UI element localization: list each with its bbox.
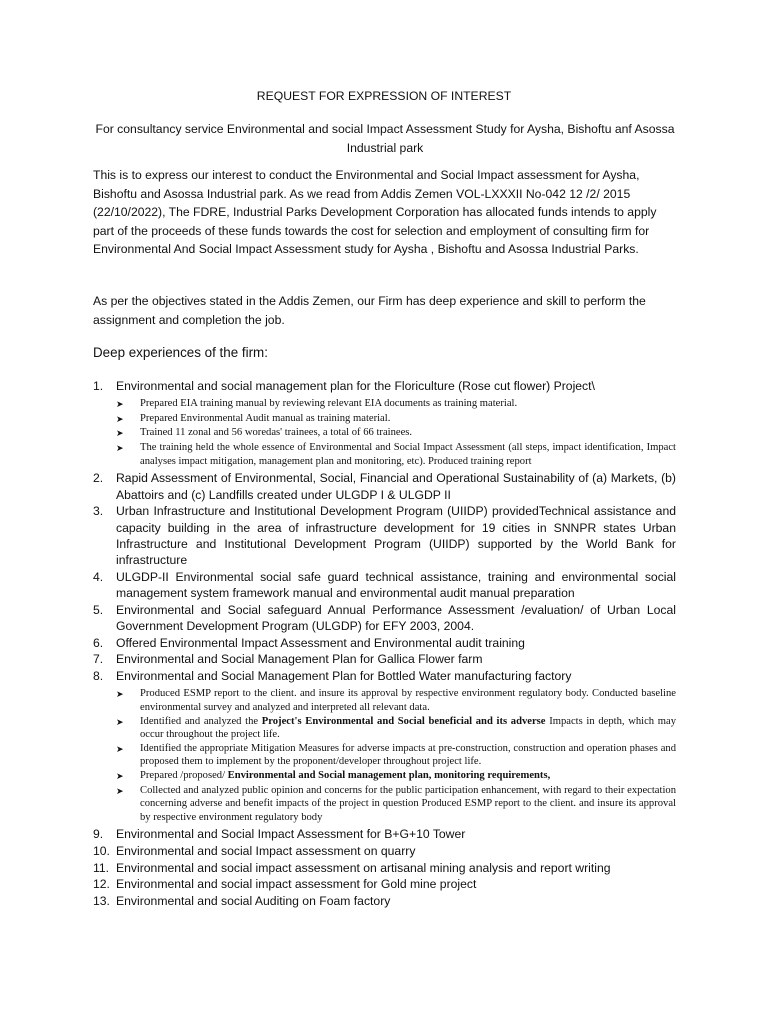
list-item-number: 4. (93, 569, 104, 584)
sub-bullet-text-part: Identified and analyzed the (140, 715, 262, 727)
sub-bullet-text-part: Prepared Environmental Audit manual as training material. (140, 412, 391, 424)
list-item-text: Environmental and social impact assessment for Gold mine project (116, 877, 477, 892)
sub-bullet-text-part: Identified the appropriate Mitigation Measures for adverse impacts at pre-construction, construction and operation phases and proposed them to implement by the proponent/developer throughout project life. (140, 742, 676, 768)
list-item (93, 876, 676, 892)
arrow-bullet-icon: ➤ (116, 689, 124, 700)
arrow-bullet-icon: ➤ (116, 413, 124, 424)
sub-bullet-text-part: Trained 11 zonal and 56 woredas' trainees, a total of 66 trainees. (140, 427, 413, 439)
sub-bullet-text (140, 426, 676, 441)
arrow-bullet-icon: ➤ (116, 716, 124, 727)
list-item-number: 3. (93, 504, 104, 519)
arrow-bullet-icon: ➤ (116, 443, 124, 454)
list-item (93, 843, 676, 859)
sub-bullet-text (140, 441, 676, 468)
sub-bullet-text-part: Collected and analyzed public opinion and concerns for the public participation enhancement, with regard to their expectation concerning adverse and benefit impacts of the project in question Produced ESMP report to the client. and insure its approval by respective environment regulatory body (140, 784, 676, 823)
list-item (93, 651, 676, 667)
sub-bullet-list (116, 397, 676, 468)
list-item-text: Rapid Assessment of Environmental, Social, Financial and Operational Sustainability of (a) Markets, (b) Abattoirs and (c) Landfills created under ULGDP I & ULGDP II (116, 471, 676, 502)
sub-bullet-item (116, 412, 676, 427)
list-item-text: Environmental and social management plan for the Floriculture (Rose cut flower) Project\ (116, 379, 595, 393)
list-item (93, 569, 676, 602)
arrow-bullet-icon: ➤ (116, 785, 124, 796)
sub-bullet-text (140, 784, 676, 825)
experience-list (93, 378, 676, 910)
list-item (93, 893, 676, 909)
list-item-number: 8. (93, 669, 104, 684)
document-subtitle: For consultancy service Environmental and social Impact Assessment Study for Aysha, Bishoftu anf Asossa Industrial park (95, 122, 675, 155)
list-item-number: 9. (93, 827, 104, 842)
list-item (93, 503, 676, 568)
sub-bullet-text-part: Prepared /proposed/ (140, 770, 228, 782)
list-item-number: 7. (93, 652, 104, 667)
list-item-text: Environmental and social Impact assessment on quarry (116, 844, 416, 859)
list-item (93, 826, 676, 842)
list-item-number: 12. (93, 877, 110, 892)
sub-bullet-item (116, 742, 676, 769)
list-item-text: Environmental and social Auditing on Foam factory (116, 894, 391, 909)
sub-bullet-text (140, 397, 676, 412)
list-item-number: 10. (93, 844, 110, 859)
sub-bullet-text (140, 742, 676, 769)
experience-heading: Deep experiences of the firm: (93, 345, 268, 360)
list-item-text: Environmental and social impact assessment on artisanal mining analysis and report writing (116, 860, 611, 875)
list-item-number: 6. (93, 635, 104, 650)
sub-bullet-item (116, 715, 676, 742)
list-item-text: Environmental and Social Impact Assessment for B+G+10 Tower (116, 827, 466, 842)
list-item-number: 11. (93, 860, 110, 875)
list-item (93, 470, 676, 503)
sub-bullet-text-part: The training held the whole essence of Environmental and Social Impact Assessment (all steps, impact identification, Impact analyses impact mitigation, management plan and monitoring, etc). Produced training report (140, 442, 676, 467)
list-item-text: ULGDP-II Environmental social safe guard technical assistance, training and environmental social management system framework manual and environmental audit manual preparation (116, 569, 676, 601)
sub-bullet-item (116, 687, 676, 714)
list-item (93, 635, 676, 651)
sub-bullet-item (116, 397, 676, 412)
sub-bullet-text (140, 412, 676, 427)
sub-bullet-item (116, 426, 676, 441)
sub-bullet-text (140, 687, 676, 714)
list-item (93, 668, 676, 684)
list-item-number: 2. (93, 471, 104, 486)
list-item (93, 378, 676, 394)
sub-bullet-list (116, 687, 676, 824)
sub-bullet-text (140, 715, 676, 742)
list-item-text: Environmental and Social Management Plan for Bottled Water manufacturing factory (116, 669, 572, 684)
objectives-paragraph: As per the objectives stated in the Addis Zemen, our Firm has deep experience and skill to perform the assignment and completion the job. (93, 294, 646, 327)
document-title: REQUEST FOR EXPRESSION OF INTEREST (256, 89, 512, 103)
arrow-bullet-icon: ➤ (116, 743, 124, 754)
list-item (93, 602, 676, 635)
sub-bullet-item (116, 769, 676, 784)
arrow-bullet-icon: ➤ (116, 399, 124, 410)
list-item-text: Urban Infrastructure and Institutional Development Program (UIIDP) providedTechnical assistance and capacity building in the area of infrastructure development for 19 cities in SNNPR states Urban Infrastructure and Institutional Development Program (UIIDP) supported by the World Bank for infrastructure (116, 504, 676, 568)
sub-bullet-text-part: Impacts in depth, which may occur throughout the project life. (140, 715, 676, 741)
list-item (93, 860, 676, 876)
sub-bullet-text-part: Prepared EIA training manual by reviewing relevant EIA documents as training material. (140, 398, 518, 410)
list-item-number: 13. (93, 894, 110, 909)
arrow-bullet-icon: ➤ (116, 771, 124, 782)
sub-bullet-text-part: Produced ESMP report to the client. and insure its approval by respective environment regulatory body. Conducted baseline environmental survey and analyzed and interpreted all relevant data. (140, 688, 676, 714)
intro-paragraph: This is to express our interest to conduct the Environmental and Social Impact assessment for Aysha, Bishoftu and Asossa Industrial park. As we read from Addis Zemen VOL-LXXXII No-042 12 /2/ 2015 (22/10/2022), The FDRE, Industrial Parks Development Corporation has allocated funds intends to apply part of the proceeds of these funds towards the cost for selection and employment of consulting firm for Environmental And Social Impact Assessment study for Aysha , Bishoftu and Asossa Industrial Parks. (93, 168, 657, 257)
sub-bullet-item (116, 784, 676, 825)
list-item-text: Environmental and Social Management Plan for Gallica Flower farm (116, 652, 483, 667)
arrow-bullet-icon: ➤ (116, 428, 124, 439)
sub-bullet-text (140, 769, 676, 784)
list-item-number: 1. (93, 379, 104, 393)
list-item-number: 5. (93, 602, 104, 617)
sub-bullet-item (116, 441, 676, 468)
sub-bullet-text-bold: Project's Environmental and Social beneficial and its adverse (261, 715, 546, 727)
list-item-text: Offered Environmental Impact Assessment and Environmental audit training (116, 635, 525, 650)
list-item-text: Environmental and Social safeguard Annual Performance Assessment /evaluation/ of Urban Local Government Development Program (ULGDP) for EFY 2003, 2004. (116, 602, 676, 634)
sub-bullet-text-bold: Environmental and Social management plan, monitoring requirements, (227, 770, 551, 782)
